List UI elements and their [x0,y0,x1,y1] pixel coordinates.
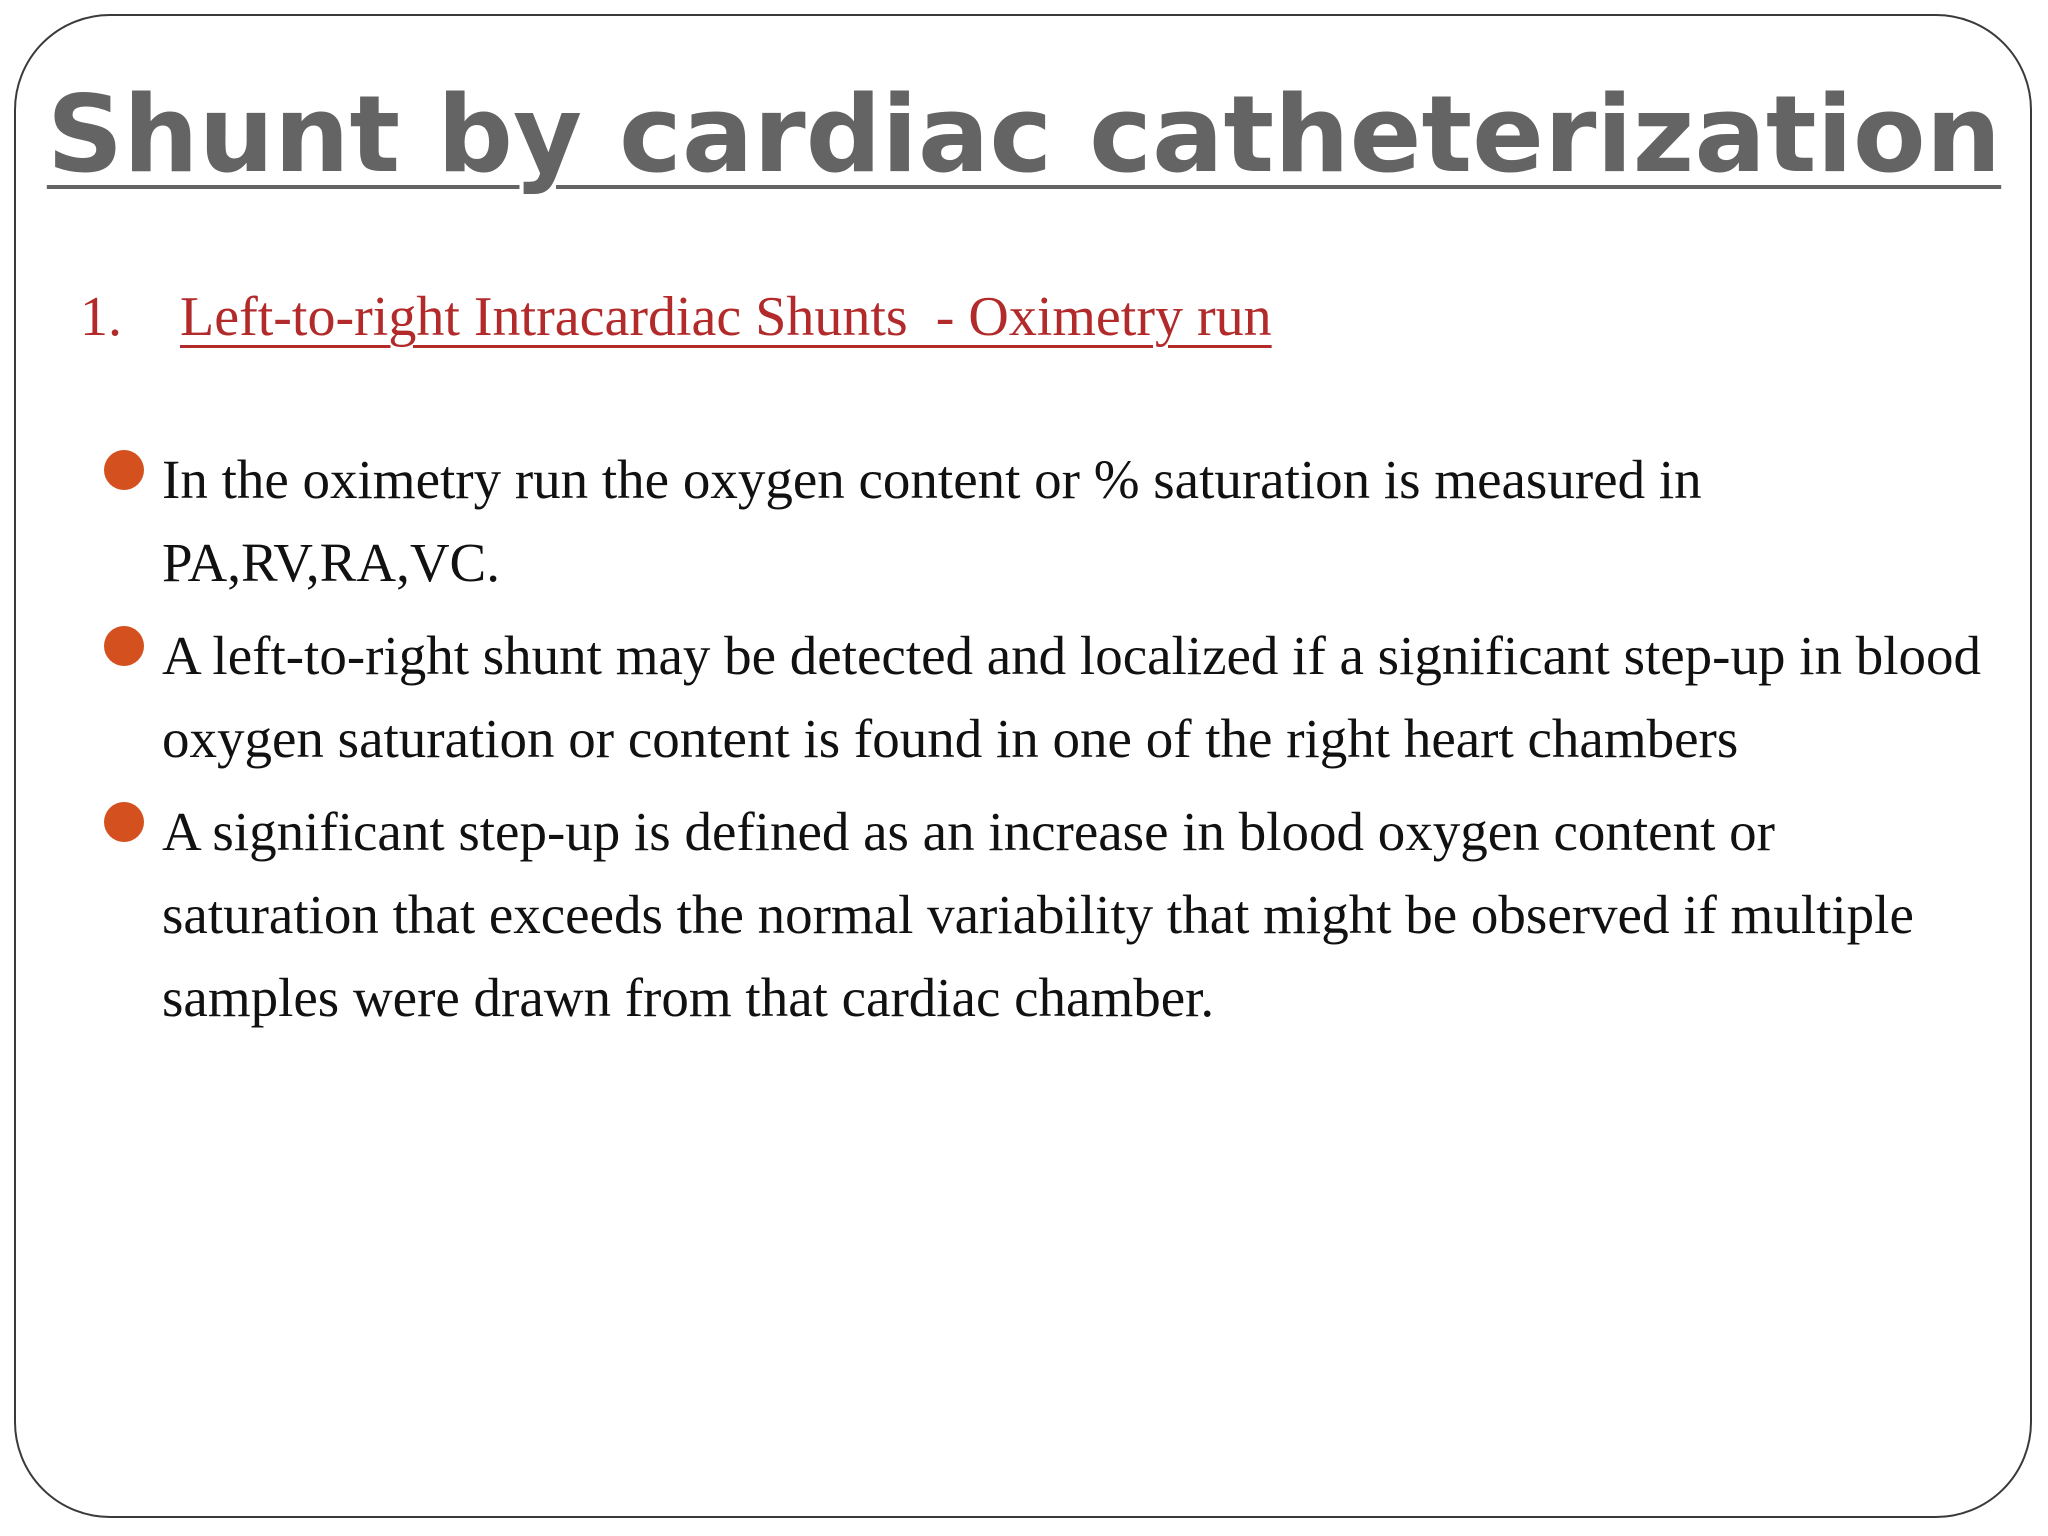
bullet-item [104,790,2004,1039]
subheading-text: Left-to-right Intracardiac Shunts - Oximetry run [180,286,1272,348]
bullet-list [104,438,2004,1049]
bullet-text: A left-to-right shunt may be detected and localized if a significant step-up in blood oxygen saturation or content is found in one of the right heart chambers [162,625,1982,769]
bullet-text: A significant step-up is defined as an increase in blood oxygen content or saturation that exceeds the normal variability that might be observed if multiple samples were drawn from that cardiac chamber. [162,801,1914,1028]
bullet-text: In the oximetry run the oxygen content or % saturation is measured in PA,RV,RA,VC. [162,449,1702,593]
bullet-item [104,438,2004,604]
bullet-dot-icon [104,802,144,842]
bullet-item [104,614,2004,780]
subheading-number: 1. [80,286,122,348]
bullet-dot-icon [104,450,144,490]
bullet-dot-icon [104,626,144,666]
slide-title: Shunt by cardiac catheterization [46,73,2002,196]
subheading [80,282,1272,352]
